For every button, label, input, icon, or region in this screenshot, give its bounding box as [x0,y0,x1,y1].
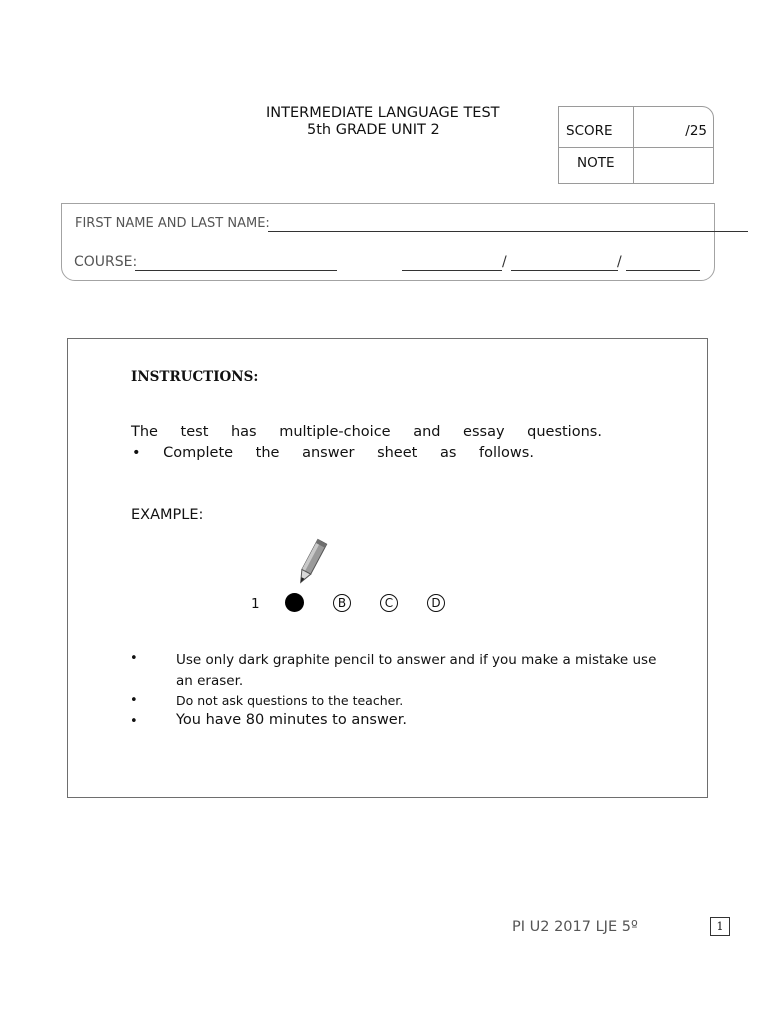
page-number: 1 [710,917,730,936]
rule-item: Use only dark graphite pencil to answer and if you make a mistake use an eraser. [176,652,657,689]
date-year-field[interactable] [626,270,700,271]
intro-word: The [131,424,158,440]
score-label: SCORE [566,123,613,139]
name-field[interactable] [268,231,748,232]
bullet-symbol: • [130,714,138,729]
test-title: INTERMEDIATE LANGUAGE TEST [266,105,500,121]
bullet-word: answer [302,445,355,461]
test-subtitle: 5th GRADE UNIT 2 [307,122,440,138]
score-value: /25 [685,123,707,139]
note-label: NOTE [577,155,615,171]
student-info-box [61,203,715,281]
score-table-divider [633,107,634,183]
score-table [558,106,714,184]
example-label: EXAMPLE: [131,507,204,523]
date-month-field[interactable] [511,270,618,271]
bullet-symbol: • [132,445,141,461]
rule-item: Do not ask questions to the teacher. [176,693,404,708]
intro-word: has [230,424,257,440]
course-field[interactable] [135,270,337,271]
instructions-bullet [132,445,534,461]
bullet-word: Complete [163,445,234,461]
bullet-word: sheet [377,445,418,461]
bullet-word: the [255,445,280,461]
rule-item: You have 80 minutes to answer. [176,712,407,728]
date-day-field[interactable] [402,270,502,271]
name-label: FIRST NAME AND LAST NAME: [75,216,270,231]
instructions-box [67,338,708,798]
intro-word: questions. [527,424,602,440]
bullet-word: follows. [479,445,534,461]
instructions-title: INSTRUCTIONS: [131,369,259,385]
date-separator: / [502,254,507,270]
intro-word: essay [463,424,505,440]
option-b-bubble: B [333,594,351,612]
course-label: COURSE: [74,254,138,270]
filled-bubble-icon [285,593,304,612]
intro-word: test [180,424,209,440]
bullet-word: as [439,445,457,461]
option-d-bubble: D [427,594,445,612]
bullet-symbol: • [130,651,138,666]
instructions-intro [131,424,602,440]
example-question-number: 1 [251,596,260,612]
date-separator: / [617,254,622,270]
intro-word: and [413,424,441,440]
option-c-bubble: C [380,594,398,612]
intro-word: multiple-choice [279,424,391,440]
score-table-divider [559,147,713,148]
bullet-symbol: • [130,693,138,708]
pencil-icon [291,537,331,589]
footer-code: PI U2 2017 LJE 5º [512,919,638,935]
